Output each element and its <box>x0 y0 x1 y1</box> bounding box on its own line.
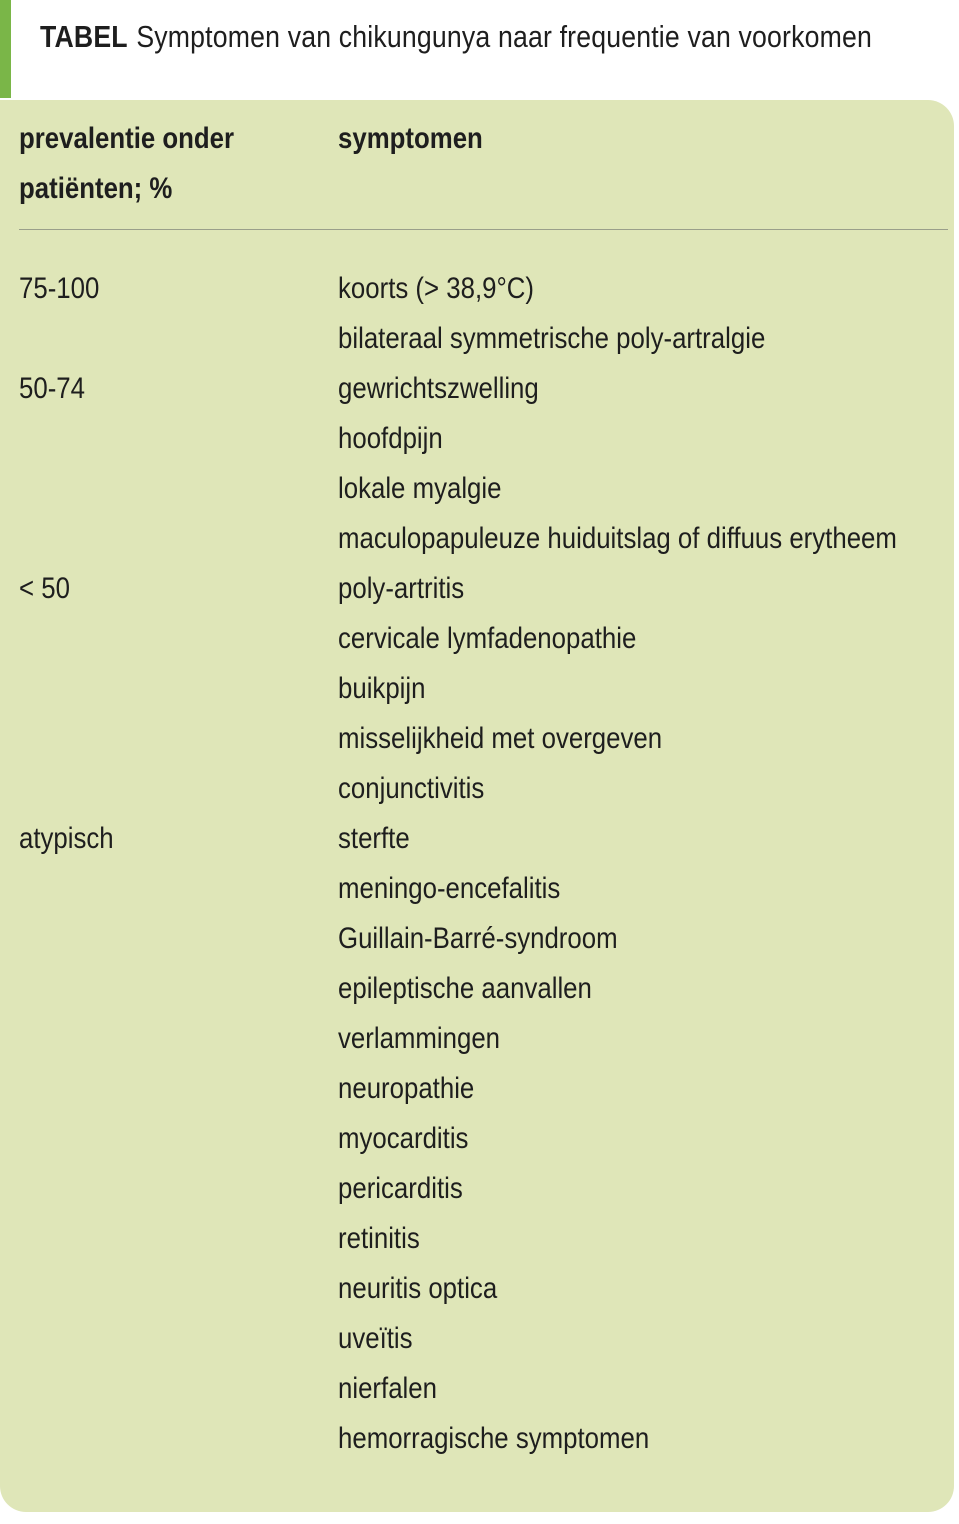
symptom-cell: poly-artritis <box>338 572 465 605</box>
table-header <box>19 114 947 224</box>
symptom-cell: gewrichtszwelling <box>338 372 539 405</box>
table-row <box>19 1014 949 1064</box>
table-row <box>19 264 949 314</box>
symptom-cell: cervicale lymfadenopathie <box>338 622 637 655</box>
symptom-cell: misselijkheid met overgeven <box>338 722 663 755</box>
prevalence-cell: atypisch <box>19 822 114 855</box>
table-row <box>19 864 949 914</box>
symptom-cell: neuritis optica <box>338 1272 498 1305</box>
table-title <box>40 17 872 57</box>
table-row <box>19 1414 949 1464</box>
table-caption <box>0 0 959 98</box>
prevalence-cell: 50-74 <box>19 372 85 405</box>
symptom-cell: pericarditis <box>338 1172 463 1205</box>
symptom-cell: maculopapuleuze huiduitslag of diffuus erytheem <box>338 522 897 555</box>
symptom-cell: bilateraal symmetrische poly-artralgie <box>338 322 766 355</box>
symptom-cell: lokale myalgie <box>338 472 502 505</box>
table-label: TABEL <box>40 19 128 54</box>
header-symptoms: symptomen <box>338 122 483 155</box>
table-row <box>19 1314 949 1364</box>
table-title-text: Symptomen van chikungunya naar frequentie van voorkomen <box>136 19 872 54</box>
table-row <box>19 1364 949 1414</box>
symptom-cell: koorts (> 38,9°C) <box>338 272 535 305</box>
table-row <box>19 514 949 564</box>
symptom-cell: epileptische aanvallen <box>338 972 592 1005</box>
table-body <box>19 264 949 1464</box>
symptom-cell: myocarditis <box>338 1122 469 1155</box>
symptom-cell: sterfte <box>338 822 410 855</box>
table-row <box>19 1214 949 1264</box>
symptom-cell: Guillain-Barré-syndroom <box>338 922 618 955</box>
symptom-cell: uveïtis <box>338 1322 413 1355</box>
table-row <box>19 364 949 414</box>
table-row <box>19 1114 949 1164</box>
table-row <box>19 964 949 1014</box>
symptom-cell: conjunctivitis <box>338 772 485 805</box>
table-row <box>19 464 949 514</box>
symptom-cell: buikpijn <box>338 672 426 705</box>
prevalence-cell: 75-100 <box>19 272 100 305</box>
table-row <box>19 914 949 964</box>
symptom-cell: retinitis <box>338 1222 420 1255</box>
table-row <box>19 314 949 364</box>
table-row <box>19 1164 949 1214</box>
header-prevalence: prevalentie onder patiënten; % <box>19 122 235 205</box>
symptom-cell: nierfalen <box>338 1372 437 1405</box>
symptom-cell: neuropathie <box>338 1072 475 1105</box>
table-row <box>19 764 949 814</box>
symptom-cell: hoofdpijn <box>338 422 443 455</box>
prevalence-cell: < 50 <box>19 572 70 605</box>
table-row <box>19 814 949 864</box>
table-row <box>19 714 949 764</box>
symptom-cell: meningo-encefalitis <box>338 872 561 905</box>
table-row <box>19 564 949 614</box>
accent-bar <box>0 0 11 98</box>
symptom-cell: hemorragische symptomen <box>338 1422 650 1455</box>
table-row <box>19 1264 949 1314</box>
table-row <box>19 664 949 714</box>
header-divider <box>19 229 948 230</box>
table-row <box>19 1064 949 1114</box>
table-row <box>19 414 949 464</box>
table-row <box>19 614 949 664</box>
symptom-cell: verlammingen <box>338 1022 501 1055</box>
